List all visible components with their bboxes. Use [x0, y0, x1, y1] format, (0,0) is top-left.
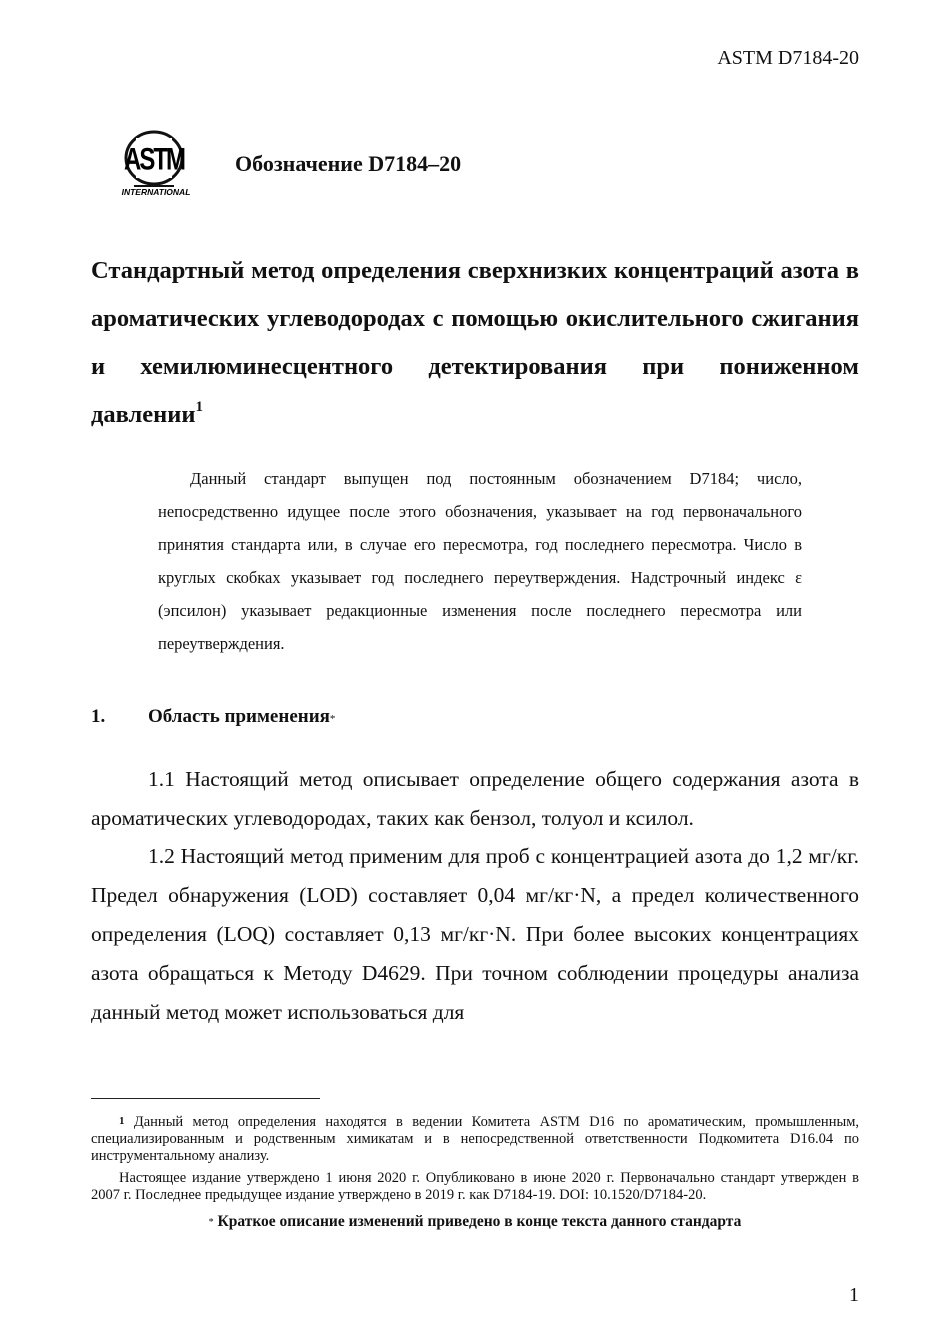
document-title [91, 247, 859, 439]
footnote-separator [91, 1098, 320, 1099]
section-title: Область применения [148, 706, 330, 727]
astm-logo-subtitle: INTERNATIONAL [121, 187, 191, 197]
footnote-1-mark: 1 [119, 1115, 125, 1127]
title-footnote-ref: 1 [195, 398, 204, 415]
document-title-text: Стандартный метод определения сверхнизких концентраций азота в ароматических углеводородах с помощью окислительного сжигания и хемилюминесцентного детектирования при пониженном давлении [91, 257, 859, 428]
footnote-1 [91, 1114, 859, 1165]
footnote-changes-mark: * [208, 1217, 214, 1228]
section-number: 1. [91, 706, 106, 727]
section-asterisk: * [329, 713, 336, 725]
paragraph-1-1: 1.1 Настоящий метод описывает определение общего содержания азота в ароматических углеводородах, таких как бензол, толуол и ксилол. [91, 767, 859, 830]
astm-logo [114, 128, 198, 200]
footnote-edition: Настоящее издание утверждено 1 июня 2020 г. Опубликовано в июне 2020 г. Первоначально стандарт утвержден в 2007 г. Последнее предыдущее издание утверждено в 2019 г. как D7184-19. DOI: 10.1520/D7184-20. [91, 1170, 859, 1203]
standard-notice: Данный стандарт выпущен под постоянным обозначением D7184; число, непосредственно идущее после этого обозначения, указывает на год первоначального принятия стандарта или, в случае его пересмотра, год последнего пересмотра. Число в круглых скобках указывает год последнего переутверждения. Надстрочный индекс ε (эпсилон) указывает редакционные изменения после последнего пересмотра или переутверждения. [158, 469, 802, 653]
footnote-changes [91, 1212, 859, 1231]
page-number: 1 [849, 1284, 859, 1306]
designation: Обозначение D7184–20 [235, 151, 462, 176]
footnote-changes-text: Краткое описание изменений приведено в конце текста данного стандарта [217, 1213, 742, 1230]
footnote-1-text: Данный метод определения находятся в ведении Комитета ASTM D16 по ароматическим, промышленным, специализированным и родственным химикатам и в непосредственной ответственности Подкомитета D16.04 по инструментальному анализу. [91, 1114, 859, 1164]
section-heading-scope [91, 704, 859, 730]
astm-logo-graphic [114, 128, 198, 200]
paragraph-1-2: 1.2 Настоящий метод применим для проб с концентрацией азота до 1,2 мг/кг. Предел обнаружения (LOD) составляет 0,04 мг/кг·N, а предел количественного определения (LOQ) составляет 0,13 мг/кг·N. При более высоких концентрациях азота обращаться к Методу D4629. При точном соблюдении процедуры анализа данный метод может использоваться для [91, 844, 859, 1024]
astm-logo-letters: ASTM [124, 141, 184, 177]
page-header-code: ASTM D7184-20 [717, 47, 859, 69]
